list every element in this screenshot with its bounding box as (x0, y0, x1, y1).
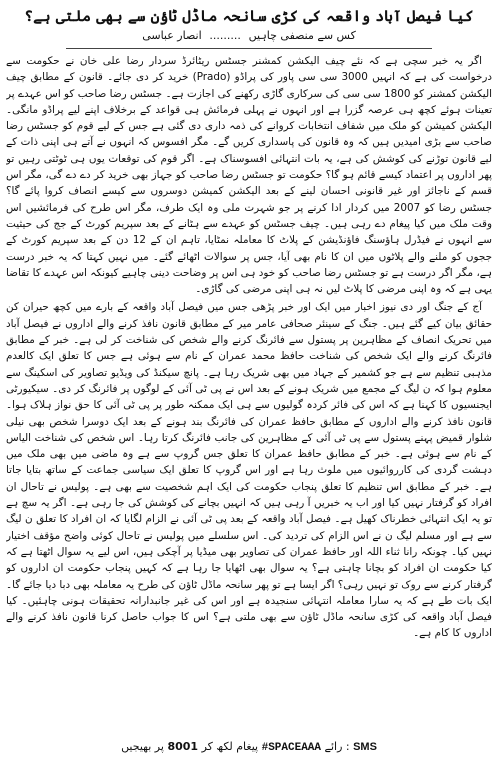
column-subhead: کس سے منصفی چاہیں (248, 29, 356, 42)
sms-code: #SPACEAAA (261, 742, 322, 754)
sms-instruction: پیغام لکھ کر (201, 740, 259, 753)
article-body (6, 53, 492, 713)
byline-separator: ......... (209, 29, 241, 42)
sms-label: SMS (353, 741, 377, 753)
opinion-label: : رائے (324, 740, 350, 753)
byline (6, 28, 492, 44)
sms-footer (6, 739, 492, 756)
article-paragraph: آج کے جنگ اور دی نیوز اخبار میں ایک اور خبر پڑھی جس میں فیصل آباد واقعہ کے بارے میں کچھ حیران کن حقائق بیان کیے گئے ہیں۔ جنگ کے سینئر صحافی عامر میر کے مطابق قانون نافذ کرنے والے اداروں نے فیصل آباد میں تحریک انصاف کے مظاہرین پر پستول سے فائرنگ کرنے والے شخص کی شناخت کر لی ہے۔ خبر کے مطابق فائرنگ کرنے والے ایک شخص کی شناخت حافظ محمد عمران کے نام سے ہوئی ہے جس کا تعلق ایک کالعدم مذہبی تنظیم سے ہے جو کشمیر کے جہاد میں بھی شریک رہا ہے۔ پانچ سیکنڈ کی ویڈیو تصاویر کی اسکینگ سے معلوم ہوا کہ ن لیگ کے مجمع میں شریک ہونے کے بعد اس نے پی ٹی آئی کے لوگوں پر فائرنگ کر دی۔ سیکیورٹی ایجنسیوں کا کہنا ہے کہ اس کی فائر کردہ گولیوں سے ہی ایک ممکنہ طور پر پی ٹی آئی کا حق نواز ہلاک ہوا۔ قانون نافذ کرنے والے اداروں کے مطابق حافظ عمران کی فائرنگ بند ہونے کے بعد ایک دوسرا شخص بھی نیلی شلوار قمیض پہنے پستول سے پی ٹی آئی کے مظاہرین کی جانب فائرنگ کرتا رہا۔ اس شخص کی شناخت الیاس کے نام سے ہوئی ہے۔ خبر کے مطابق حافظ عمران کا تعلق جس گروپ سے ہے وہ ماضی میں بھی ملک میں دہشت گردی کی کارروائیوں میں ملوث رہا ہے اور اس گروپ کا تعلق ایک سیاسی جماعت کے ساتھ بتایا جاتا ہے۔ خبر کے مطابق اس تنظیم کا تعلق پنجاب حکومت کی ایک اہم شخصیت سے بھی ہے۔ پولیس نے تاحال ان افراد کو گرفتار نہیں کیا اور اب یہ خبریں آ رہی ہیں کہ انہیں بچانے کی کوشش کی جا رہی ہے۔ اگر یہ سچ ہے تو یہ ایک انتہائی خطرناک کھیل ہے۔ فیصل آباد واقعہ کے بعد پی ٹی آئی نے الزام لگایا کہ ان افراد کا تعلق ن لیگ سے ہے اور مسلم لیگ ن نے اس الزام کی تردید کی۔ اس سلسلے میں پولیس نے تاحال کوئی واضح مؤقف اختیار نہیں کیا۔ چونکہ رانا ثناء اللہ اور حافظ عمران کی تصاویر بھی میڈیا پر آچکی ہیں، اس لیے یہ سوال اٹھتا ہے کہ کیا حکومت ان افراد کو بچانا چاہتی ہے؟ یہ سوال بھی اٹھایا جا رہا ہے کہ کہیں پنجاب حکومت ان اداروں کو گرفتار کرنے سے روک تو نہیں رہی؟ اگر ایسا ہے تو پھر سانحہ ماڈل ٹاؤن کی طرح یہ معاملہ بھی دبا دیا جائے گا۔ ایک بات طے ہے کہ یہ سارا معاملہ انتہائی سنجیدہ ہے اور اس کی غیر جانبدارانہ تحقیقات ہونی چاہئیں۔ کیا فیصل آباد واقعہ کی کڑی سانحہ ماڈل ٹاؤن سے بھی ملتی ہے؟ اس کا جواب حاصل کرنا قانون نافذ کرنے والے اداروں کا کام ہے۔ (6, 301, 492, 640)
sms-send-text: پر بھیجیں (121, 740, 164, 753)
headline: کیا فیصل آباد واقعہ کی کڑی سانحہ ماڈل ٹاؤن سے بھی ملتی ہے؟ (24, 7, 474, 25)
newspaper-column (0, 6, 498, 774)
author-name: انصار عباسی (142, 29, 202, 42)
sms-number: 8001 (167, 740, 199, 753)
divider (66, 48, 432, 49)
article-paragraph: اگر یہ خبر سچی ہے کہ نئے چیف الیکشن کمشنر جسٹس ریٹائرڈ سردار رضا علی خان نے حکومت سے درخواست کی ہے کہ انہیں 3000 سی سی پاور کی پراڈو (Prado) خرید کر دی جائے۔ قانون کے مطابق چیف الیکشن کمشنر کو 1800 سی سی کی سرکاری گاڑی رکھنے کی اجازت ہے۔ جسٹس رضا صاحب کو اس عہدے پر تعینات ہوئے کچھ ہی عرصہ گزرا ہے اور انہوں نے پہلی فرمائش ہی قواعد کے برخلاف اپنے لیے پراڈو مانگی۔ الیکشن کمیشن کو ملک میں شفاف انتخابات کروانے کی ذمہ داری دی گئی ہے جس کے لیے قوم کو جسٹس رضا صاحب سے بڑی امیدیں ہیں کہ وہ قانون کی پاسداری کریں گے۔ مگر افسوس کہ انہوں نے آتے ہی اپنی ذات کے لیے قانون توڑنے کی کوشش کی ہے، یہ بات انتہائی افسوسناک ہے۔ اگر قوم کی توقعات یوں ہی ٹوٹتی رہیں تو پھر اداروں پر اعتماد کیسے قائم ہو گا؟ حکومت تو جسٹس رضا صاحب کو جہاز بھی خرید کر دے دے گی، مگر اس قسم کے ناجائز اور غیر قانونی احسان لینے کے بعد الیکشن کمیشن دوسروں سے کیسے انصاف کروا پائے گا؟ جسٹس رضا کو 2007 میں کردار ادا کرنے پر جو شہرت ملی وہ ایک طرف، مگر اس طرح کی فرمائشیں اس وقت ملک میں کیا پیغام دے رہی ہیں۔ چیف جسٹس کو عہدے سے ہٹانے کے بعد سپریم کورٹ کے جج کی حیثیت سے انہوں نے فیڈرل ہاؤسنگ فاؤنڈیشن کے پلاٹ کا معاملہ نمٹایا، تاہم ان کے 12 دن کے بعد سپریم کورٹ کے ججوں کو ملنے والے پلاٹوں میں ان کا نام بھی آیا، جس پر سوالات اٹھائے گئے۔ میں نہیں کہتا کہ یہ خبر درست ہے، مگر اگر درست ہے تو جسٹس رضا صاحب کو خود ہی اس پر وضاحت دینی چاہیے کیونکہ اس عہدے کا تقاضا یہی ہے کہ وہ اپنی مرضی کا پلاٹ لیں نہ ہی اپنی مرضی کی گاڑی۔ (6, 55, 492, 296)
